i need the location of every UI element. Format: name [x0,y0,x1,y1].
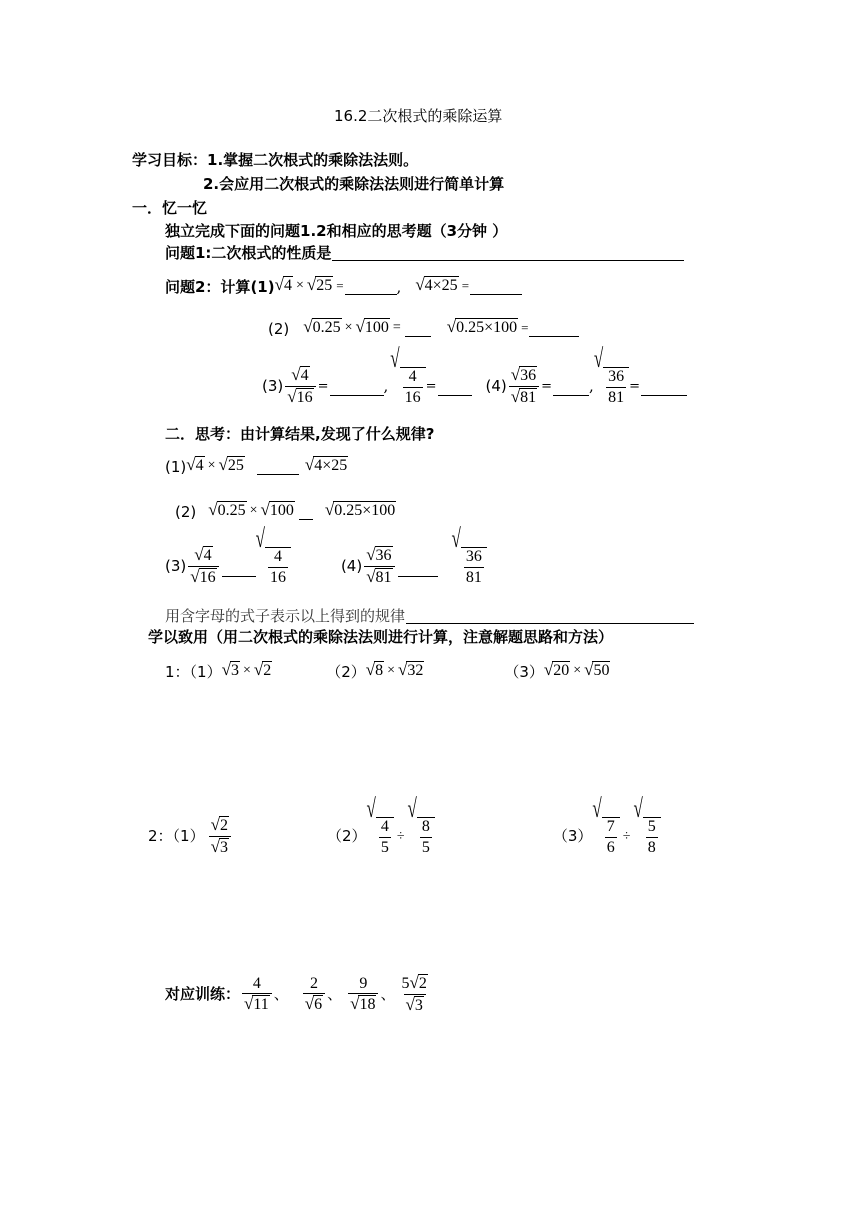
question-2-row3: (3) √ 4 √ 16 = , √ $\frac{4}{16}$ = (4) √ 36 √ 81 = , √ $\frac{36}{81}$ = [262,366,687,408]
expr-frac-sqrt36-sqrt81: √ 36 √ 81 [362,546,396,588]
answer-blank[interactable] [470,293,522,295]
objectives-label [132,153,418,168]
expr-sqrt025-times-sqrt100: √ 0.25 × √ 100 = [303,317,401,336]
think-row2 [175,501,396,520]
expr-sqrt-frac-4-16: √ $\frac{4}{16}$ [390,367,425,406]
exercise-2-2-label: （2） [326,827,367,846]
expr-9-over-sqrt18: 9 √ 18 [346,975,380,1015]
think-row3 [165,524,487,588]
expr-sqrt-025x100: √ 0.25×100 [324,500,396,519]
exercise-1-2-label: （2） [326,663,366,682]
item-label-1: (1) [165,458,187,477]
expr-frac-sqrt2-sqrt3: √ 2 √ 3 [207,816,233,858]
exercise-2-label: 2：（1） [148,827,205,846]
expr-sqrt3-times-sqrt2: √ 3 × √ 2 [221,660,272,679]
compare-blank[interactable] [299,518,313,520]
expr-sqrt-4-5-div-sqrt-8-5: √ $\frac{4}{5}$ ÷ √ $\frac{8}{5}$ [366,817,434,856]
expr-frac-sqrt4-sqrt16: √ 4 √ 16 [186,546,220,588]
letters-rule-text: 用含字母的式子表示以上得到的规律 [165,607,406,625]
exercise-2-3-label: （3） [552,827,593,846]
section1-intro: 独立完成下面的问题1.2和相应的思考题（3分钟 ） [165,222,508,240]
answer-blank[interactable] [438,394,472,396]
expr-sqrt8-times-sqrt32: √ 8 × √ 32 [365,660,424,679]
expr-sqrt-frac-4-16: √ $\frac{4}{16}$ [256,547,291,586]
answer-blank[interactable] [553,394,589,396]
apply-heading: 学以致用（用二次根式的乘除法法则进行计算，注意解题思路和方法） [148,628,614,646]
answer-blank[interactable] [529,335,579,337]
answer-blank[interactable] [345,293,397,295]
compare-blank[interactable] [257,473,299,475]
item-label-2: (2) [268,320,290,339]
question-2-row2 [268,318,579,337]
expr-sqrt-4x25: √ 4×25 = [415,275,470,294]
expr-2-over-sqrt6: 2 √ 6 [301,975,327,1015]
expr-sqrt-frac-36-81: √ $\frac{36}{81}$ [452,547,487,586]
practice-row: 对应训练： 4 √ 11 、 2 √ 6 、 9 √ 18 、 5 √ 2 √ 3 [165,974,432,1016]
question-1 [165,246,684,261]
expr-sqrt4-times-sqrt25: √ 4 × √ 25 = [274,275,344,294]
exercise-1-label: 1：（1） [165,663,222,682]
expr-sqrt-7-6-div-sqrt-5-8: √ $\frac{7}{6}$ ÷ √ $\frac{5}{8}$ [592,817,660,856]
expr-frac-sqrt4-sqrt16: √ 4 √ 16 [283,366,317,408]
expr-sqrt4-times-sqrt25: √ 4 × √ 25 [186,455,244,474]
think-row1 [165,456,348,475]
objective-1: 1.掌握二次根式的乘除法法则。 [207,151,419,169]
expr-sqrt-025x100: √ 0.25×100 = [446,317,529,336]
expr-4-over-sqrt11: 4 √ 11 [240,975,274,1015]
exercise-1-3-label: （3） [504,663,544,682]
answer-blank[interactable] [641,394,687,396]
question-2-row1: 问题2：计算(1) √ 4 × √ 25 = , √ 4×25 = [165,276,522,295]
item-label-3: (3) [262,377,284,396]
answer-blank[interactable] [406,622,694,624]
expr-sqrt-4x25: √ 4×25 [304,455,348,474]
exercise-2-row [148,794,661,858]
section2-heading: 二．思考：由计算结果,发现了什么规律? [165,425,435,443]
section1-heading: 一．忆一忆 [132,199,208,217]
expr-5sqrt2-over-sqrt3: 5 √ 2 √ 3 [401,973,427,1015]
letters-rule [165,609,694,624]
expr-frac-sqrt36-sqrt81: √ 36 √ 81 [507,366,541,408]
question-1-text: 问题1:二次根式的性质是 [165,244,332,262]
practice-label: 对应训练： [165,985,241,1004]
item-label-4: (4) [340,557,363,576]
answer-blank[interactable] [330,394,384,396]
item-label-2: (2) [175,503,197,522]
answer-blank[interactable] [405,335,431,337]
expr-sqrt-frac-36-81: √ $\frac{36}{81}$ [594,367,629,406]
objectives-label-text: 学习目标： [132,151,208,169]
exercise-1-row [165,661,610,680]
expr-sqrt025-times-sqrt100: √ 0.25 × √ 100 [208,500,294,519]
compare-blank[interactable] [222,575,256,577]
item-label-4: (4) [485,377,507,396]
compare-blank[interactable] [398,575,438,577]
answer-blank[interactable] [332,259,684,261]
item-label-3: (3) [165,557,187,576]
expr-sqrt20-times-sqrt50: √ 20 × √ 50 [543,660,610,679]
page-title: 16.2二次根式的乘除运算 [334,107,503,125]
objective-2: 2.会应用二次根式的乘除法法则进行简单计算 [203,175,505,193]
question-2-label: 问题2：计算(1) [165,278,275,297]
